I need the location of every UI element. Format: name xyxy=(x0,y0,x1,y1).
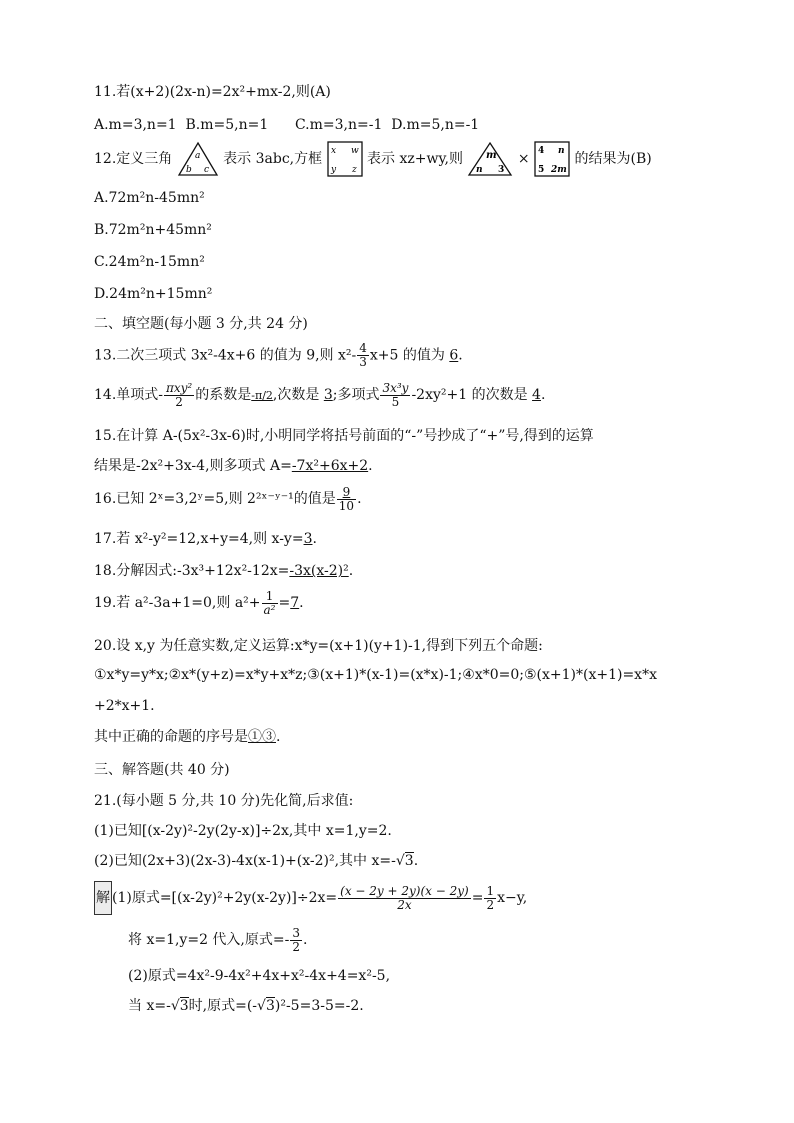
q12-text-2: 表示 3abc,方框 xyxy=(223,151,323,167)
fraction-simplify: $\frac{(x - 2y + 2y)(x - 2y)}{2x}$ xyxy=(340,883,469,912)
q12-text-4: 的结果为(B) xyxy=(574,151,652,167)
triangle-label-a: a xyxy=(194,151,201,161)
question-21-part-1: (1)已知[(x-2y)²-2y(2y-x)]÷2x,其中 x=1,y=2. xyxy=(94,823,392,839)
question-12-option-d: D.24m²n+15mn² xyxy=(94,286,213,302)
triangle-label-n: n xyxy=(476,165,483,175)
question-18: 18.分解因式:-3x³+12x²-12x=-3x(x-2)². xyxy=(94,563,354,579)
box-label-4: 4 xyxy=(538,146,545,156)
q13-answer: 6 xyxy=(449,347,459,364)
triangle-mn3-figure xyxy=(467,141,513,177)
triangle-label-3: 3 xyxy=(498,165,505,175)
box-label-2m: 2m xyxy=(551,165,567,175)
q13-text-b: x+5 的值为 xyxy=(369,347,450,364)
box-4n52m-figure xyxy=(534,141,570,177)
box-xwyz-figure xyxy=(327,141,363,177)
box-label-w: w xyxy=(350,146,359,156)
box-label-n: n xyxy=(558,146,565,156)
question-19: 19.若 a²-3a+1=0,则 a²+ $\frac{1}{\text{a²}}$ =7. xyxy=(94,588,304,617)
question-15-line-1: 15.在计算 A-(5x²-3x-6)时,小明同学将括号前面的“-”号抄成了“+”号,得到的运算 xyxy=(94,428,594,444)
q14-text-a: 14.单项式- xyxy=(94,387,163,403)
fraction-pixy2-2: πxy² 2 xyxy=(166,380,193,409)
q15-answer: -7x²+6x+2 xyxy=(291,458,369,474)
q19-answer: 7 xyxy=(290,595,300,611)
question-20-line-4: 其中正确的命题的序号是①③. xyxy=(94,729,281,745)
times-sign: × xyxy=(517,151,530,167)
q17-answer: 3 xyxy=(303,531,313,547)
question-12-option-c: C.24m²n-15mn² xyxy=(94,254,205,270)
question-20-line-3: +2*x+1. xyxy=(94,698,155,714)
option-d: D.m=5,n=-1 xyxy=(391,117,480,133)
option-b: B.m=5,n=1 xyxy=(185,117,269,133)
triangle-abc-figure xyxy=(177,141,219,177)
question-20-line-2: ①x*y=y*x;②x*(y+z)=x*y+x*z;③(x+1)*(x-1)=(x*x)-1;④x*0=0;⑤(x+1)*(x+1)=x*x xyxy=(94,667,657,683)
q14-answer-poly-degree: 4 xyxy=(532,387,541,403)
q12-text-3: 表示 xz+wy,则 xyxy=(367,151,463,167)
q14-answer-coefficient: -π/2 xyxy=(251,389,273,402)
box-label-x: x xyxy=(330,146,336,156)
section-2-heading: 二、填空题(每小题 3 分,共 24 分) xyxy=(94,316,308,332)
question-21-part-2: (2)已知(2x+3)(2x-3)-4x(x-1)+(x-2)²,其中 x=-√3. xyxy=(94,853,419,869)
question-15-line-2: 结果是-2x²+3x-4,则多项式 A=-7x²+6x+2. xyxy=(94,458,373,474)
fraction-3x3y-5: $\frac{\text{3x³y}}{5}$ xyxy=(382,380,409,409)
triangle-label-b: b xyxy=(185,165,192,175)
q12-text-1: 12.定义三角 xyxy=(94,151,173,167)
section-3-heading: 三、解答题(共 40 分) xyxy=(94,762,230,778)
fraction-3-2: $\frac{3}{2}$ xyxy=(292,925,300,954)
question-14: 14.单项式- πxy² 2 的系数是-π/2,次数是 3;多项式 $\frac{\text{3x³y}}{5}$ -2xy²+1 的次数是 4. xyxy=(94,380,546,409)
question-17: 17.若 x²-y²=12,x+y=4,则 x-y=3. xyxy=(94,531,317,547)
triangle-label-c: c xyxy=(203,165,209,175)
triangle-label-m: m xyxy=(486,150,498,161)
solution-line-2: 将 x=1,y=2 代入,原式=- $\frac{3}{2}$ . xyxy=(128,925,308,954)
box-label-z: z xyxy=(351,165,357,175)
q20-answer: ①③ xyxy=(248,729,276,745)
question-11-stem: 11.若(x+2)(2x-n)=2x²+mx-2,则(A) xyxy=(94,84,331,100)
fraction-9-10: $\frac{9}{10}$ xyxy=(338,484,355,513)
q18-answer: -3x(x-2)² xyxy=(289,563,349,579)
sqrt-3: 3 xyxy=(404,853,414,869)
question-12-stem xyxy=(94,140,652,178)
question-11-options xyxy=(94,116,479,134)
solution-line-1: 解 (1)原式=[(x-2y)²+2y(x-2y)]÷2x= $\frac{(x - 2y + 2y)(x - 2y)}{2x}$ = $\frac{1}{2}$ x−y, xyxy=(94,881,527,915)
question-12-option-a: A.72m²n-45mn² xyxy=(94,190,205,206)
solution-line-3: (2)原式=4x²-9-4x²+4x+x²-4x+4=x²-5, xyxy=(128,968,391,984)
option-a: A.m=3,n=1 xyxy=(94,117,177,133)
fraction-1-2: $\frac{1}{2}$ xyxy=(486,883,495,912)
option-c: C.m=3,n=-1 xyxy=(294,117,383,133)
q14-text-b: 的系数是 xyxy=(195,387,252,403)
fraction-1-a2: $\frac{1}{\text{a²}}$ xyxy=(263,588,276,617)
question-13: 13.二次三项式 3x²-4x+6 的值为 9,则 x²- $\frac{4}{3}$ x+5 的值为 6. xyxy=(94,341,463,369)
question-21-line-1: 21.(每小题 5 分,共 10 分)先化简,后求值: xyxy=(94,793,354,809)
solution-line-4: 当 x=-√3时,原式=(-√3)²-5=3-5=-2. xyxy=(128,998,364,1014)
question-16: 16.已知 2ˣ=3,2ʸ=5,则 2²ˣ⁻ʸ⁻¹的值是 $\frac{9}{10}$ . xyxy=(94,484,362,513)
fraction-4-3: $\frac{4}{3}$ xyxy=(359,341,367,369)
question-20-line-1: 20.设 x,y 为任意实数,定义运算:x*y=(x+1)(y+1)-1,得到下列五个命题: xyxy=(94,638,543,654)
box-label-5: 5 xyxy=(538,165,545,175)
question-12-option-b: B.72m²n+45mn² xyxy=(94,222,212,238)
q14-answer-degree: 3 xyxy=(323,387,333,403)
q13-text-a: 13.二次三项式 3x²-4x+6 的值为 9,则 x²- xyxy=(94,347,357,364)
box-label-y: y xyxy=(330,165,336,175)
solution-label: 解 xyxy=(94,881,112,915)
